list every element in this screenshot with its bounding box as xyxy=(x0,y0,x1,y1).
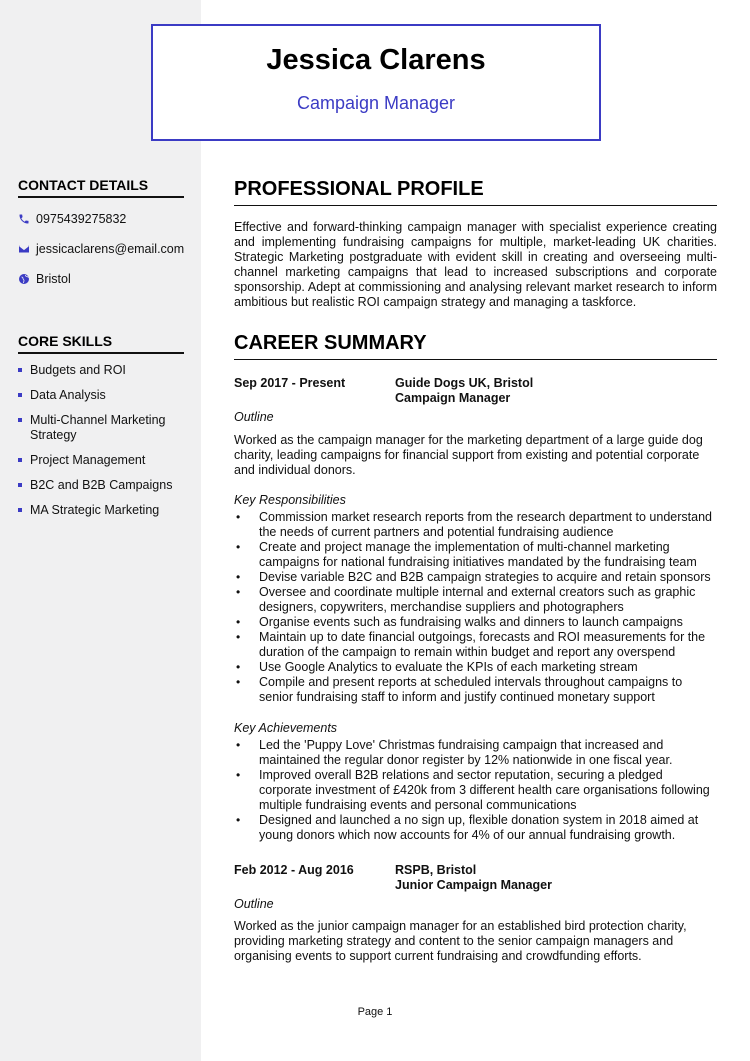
contact-phone-text: 0975439275832 xyxy=(36,212,127,226)
job-role: Junior Campaign Manager xyxy=(395,878,552,892)
contact-details-heading: CONTACT DETAILS xyxy=(18,177,184,198)
contact-email-text: jessicaclarens@email.com xyxy=(36,242,185,256)
contact-location-text: Bristol xyxy=(36,272,71,286)
outline-label: Outline xyxy=(234,897,274,911)
job-outline-text: Worked as the junior campaign manager for an established bird protection charity, providing marketing strategy and content to the senior campaign managers and organising events to support current fundraising and crowdfunding efforts. xyxy=(234,919,687,963)
sidebar xyxy=(0,0,201,1061)
job-header xyxy=(234,863,717,895)
outline-label: Outline xyxy=(234,410,274,424)
responsibility-item: • Oversee and coordinate multiple internal and external creators such as graphic designers, copywriters, merchandise suppliers and photographers xyxy=(234,585,717,615)
profile-text: Effective and forward-thinking campaign manager with specialist experience creating and implementing fundraising campaigns for multiple, market-leading UK charities. Strategic Marketing postgraduate with evident skill in creating and overseeing multi-channel marketing campaigns that lead to increased subscriptions and corporate sponsorship. Adept at commissioning and analysing relevant market research to inform ambitious but realistic ROI campaign strategy and managing a taskforce. xyxy=(234,220,717,309)
skill-item: Budgets and ROI xyxy=(18,363,188,378)
contact-location xyxy=(18,272,71,286)
job-outline xyxy=(234,433,717,478)
skill-item: MA Strategic Marketing xyxy=(18,503,188,518)
page-number: Page 1 xyxy=(357,1006,393,1018)
phone-icon xyxy=(18,213,30,225)
responsibilities-label: Key Responsibilities xyxy=(234,493,346,507)
skill-item: Project Management xyxy=(18,453,188,468)
job-date: Sep 2017 - Present xyxy=(234,376,346,390)
responsibility-item: • Devise variable B2C and B2B campaign strategies to acquire and retain sponsors xyxy=(234,570,717,585)
core-skills-heading: CORE SKILLS xyxy=(18,333,184,354)
contact-email xyxy=(18,242,184,256)
candidate-name: Jessica Clarens xyxy=(266,44,486,76)
job-role: Campaign Manager xyxy=(395,391,511,405)
responsibility-item: • Organise events such as fundraising walks and dinners to launch campaigns xyxy=(234,615,717,630)
job-header xyxy=(234,376,717,408)
job-outline xyxy=(234,919,717,964)
achievement-item: • Improved overall B2B relations and sector reputation, securing a pledged corporate investment of £420k from 3 different health care organisations following multiple fundraising events and personal communications xyxy=(234,768,717,813)
responsibilities-list xyxy=(234,510,717,705)
achievements-list xyxy=(234,738,717,843)
email-icon xyxy=(18,243,30,255)
responsibility-item: • Create and project manage the implementation of multi-channel marketing campaigns for national fundraising initiatives mandated by the fundraising team xyxy=(234,540,717,570)
achievement-item: • Led the 'Puppy Love' Christmas fundraising campaign that increased and maintained the regular donor register by 12% nationwide in one fiscal year. xyxy=(234,738,717,768)
skill-item: Multi-Channel Marketing Strategy xyxy=(18,413,188,443)
job-date: Feb 2012 - Aug 2016 xyxy=(234,863,354,877)
responsibility-item: • Maintain up to date financial outgoings, forecasts and ROI measurements for the duration of the campaign to remain within budget and report any overspend xyxy=(234,630,717,660)
skill-item: Data Analysis xyxy=(18,388,188,403)
profile-heading: PROFESSIONAL PROFILE xyxy=(234,178,717,206)
candidate-title: Campaign Manager xyxy=(296,93,456,113)
job-org: Guide Dogs UK, Bristol xyxy=(395,376,534,390)
achievements-label: Key Achievements xyxy=(234,721,338,735)
responsibility-item: • Commission market research reports from the research department to understand the needs of current partners and potential fundraising audience xyxy=(234,510,717,540)
job-org: RSPB, Bristol xyxy=(395,863,477,877)
responsibility-item: • Compile and present reports at scheduled intervals throughout campaigns to senior fundraising staff to inform and justify continued monetary support xyxy=(234,675,717,705)
job-outline-text: Worked as the campaign manager for the marketing department of a large guide dog charity, leading campaigns for financial support from existing and potential corporate and individual donors. xyxy=(234,433,703,477)
contact-phone xyxy=(18,212,126,226)
achievement-item: • Designed and launched a no sign up, flexible donation system in 2018 aimed at young donors which now accounts for 4% of our annual fundraising growth. xyxy=(234,813,717,843)
profile-section xyxy=(234,220,717,310)
globe-icon xyxy=(18,273,30,285)
header-box xyxy=(151,24,601,141)
core-skills-list xyxy=(18,363,188,528)
responsibility-item: • Use Google Analytics to evaluate the KPIs of each marketing stream xyxy=(234,660,717,675)
skill-item: B2C and B2B Campaigns xyxy=(18,478,188,493)
career-heading: CAREER SUMMARY xyxy=(234,332,717,360)
